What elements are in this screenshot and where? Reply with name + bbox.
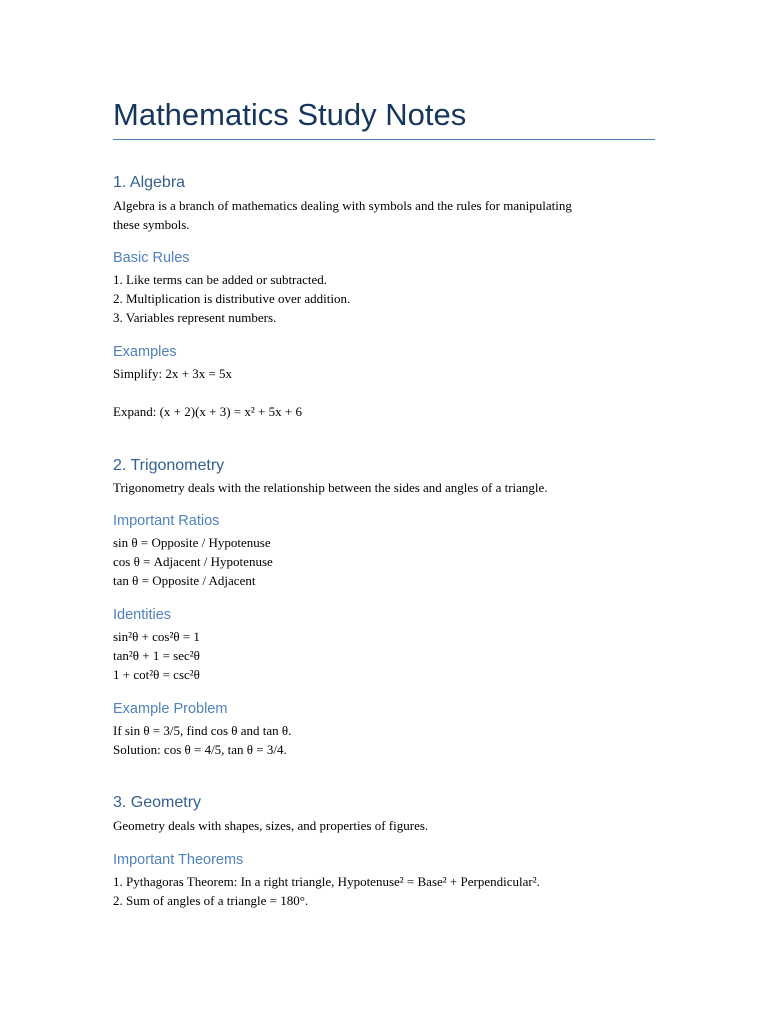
ratio-line: tan θ = Opposite / Adjacent <box>113 573 256 588</box>
document-title: Mathematics Study Notes <box>113 97 467 132</box>
problem-line: If sin θ = 3/5, find cos θ and tan θ. <box>113 723 292 738</box>
example-line: Simplify: 2x + 3x = 5x <box>113 366 233 381</box>
geometry-intro: Geometry deals with shapes, sizes, and properties of figures. <box>113 818 429 833</box>
ratio-line: sin θ = Opposite / Hypotenuse <box>113 535 271 550</box>
section-heading-geometry: 3. Geometry <box>113 794 202 811</box>
trigonometry-intro: Trigonometry deals with the relationship between the sides and angles of a triangle. <box>113 480 548 495</box>
list-item: 3. Variables represent numbers. <box>113 310 277 325</box>
subheading-important-theorems: Important Theorems <box>113 852 244 868</box>
subheading-identities: Identities <box>113 607 172 623</box>
example-line: Expand: (x + 2)(x + 3) = x² + 5x + 6 <box>113 404 302 419</box>
ratio-line: cos θ = Adjacent / Hypotenuse <box>113 554 273 569</box>
list-item: 2. Multiplication is distributive over addition. <box>113 291 351 306</box>
list-item: 1. Like terms can be added or subtracted. <box>113 272 328 287</box>
subheading-important-ratios: Important Ratios <box>113 513 220 529</box>
theorem-line: 1. Pythagoras Theorem: In a right triangle, Hypotenuse² = Base² + Perpendicular². <box>113 874 540 889</box>
problem-line: Solution: cos θ = 4/5, tan θ = 3/4. <box>113 742 287 757</box>
algebra-intro-line2: these symbols. <box>113 217 190 232</box>
subheading-basic-rules: Basic Rules <box>113 250 190 266</box>
section-heading-algebra: 1. Algebra <box>113 174 186 191</box>
identity-line: tan²θ + 1 = sec²θ <box>113 648 200 663</box>
identity-line: sin²θ + cos²θ = 1 <box>113 629 200 644</box>
subheading-examples: Examples <box>113 344 177 360</box>
title-underline <box>113 139 655 140</box>
algebra-intro-line1: Algebra is a branch of mathematics dealing with symbols and the rules for manipulating <box>113 198 572 213</box>
theorem-line: 2. Sum of angles of a triangle = 180°. <box>113 893 309 908</box>
identity-line: 1 + cot²θ = csc²θ <box>113 667 200 682</box>
section-heading-trigonometry: 2. Trigonometry <box>113 457 225 474</box>
subheading-example-problem: Example Problem <box>113 701 228 717</box>
